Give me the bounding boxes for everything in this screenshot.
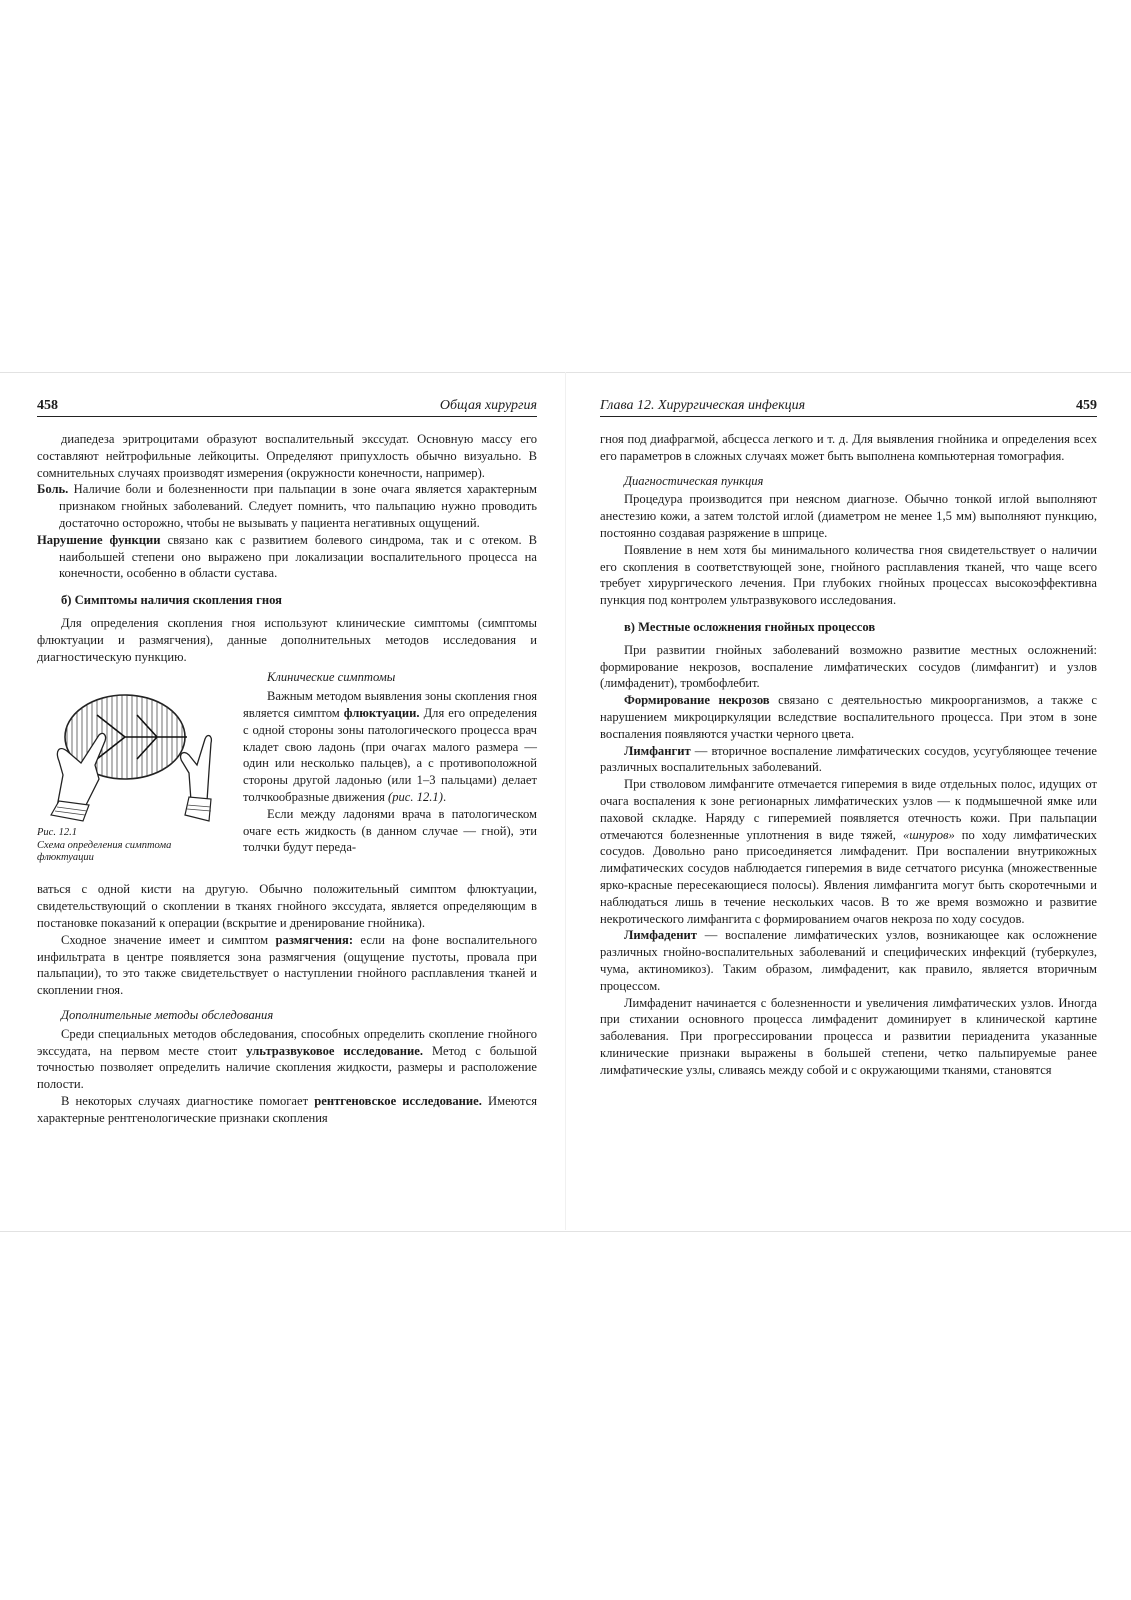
- paragraph-xray: В некоторых случаях диагностике помогает рентгеновское исследование. Имеются характерные рентгенологические признаки скопления: [37, 1093, 537, 1125]
- figure-side-text: [243, 669, 537, 856]
- right-page: [600, 373, 1097, 1231]
- section-heading: в) Местные осложнения гнойных процессов: [624, 619, 876, 634]
- section-heading: б) Симптомы наличия скопления гноя: [61, 593, 282, 608]
- paragraph-softening: Сходное значение имеет и симптом размягчения: если на фоне воспалительного инфильтрата в центре появляется зона размягчения (ощущение пустоты, провала при пальпации), то это также свидетельствует о наступлении гнойного расплавления тканей и скоплении гноя.: [37, 932, 537, 998]
- paragraph-necrosis: Формирование некрозов связано с деятельностью микроорганизмов, а также с нарушением микроциркуляции вследствие воспалительного процесса. При этом в зоне воспаления появляются участки черного цвета.: [600, 693, 1097, 741]
- paragraph-lymphangitis: Лимфангит — вторичное воспаление лимфатических сосудов, усугубляющее течение различных воспалительных заболеваний.: [600, 743, 1097, 775]
- paragraph-function: Нарушение функции связано как с развитием болевого синдрома, так и с отеком. В наибольшей степени оно выражено при локализации воспалительного процесса на конечности, особенно в области сустава.: [37, 532, 537, 581]
- subheading-clinical: Клинические симптомы: [267, 670, 396, 685]
- subheading-puncture: Диагностическая пункция: [624, 473, 764, 488]
- paragraph: Для определения скопления гноя используют клинические симптомы (симптомы флюктуации и размягчения), данные дополнительных методов исследования и диагностическую пункцию.: [37, 615, 537, 664]
- paragraph-pain: Боль. Наличие боли и болезненности при пальпации в зоне очага является характерным признаком гнойных заболеваний. Следует помнить, что пальпацию нужно проводить достаточно осторожно, чтобы не вызывать у пациента негативных ощущений.: [37, 482, 537, 530]
- right-page-body: [600, 431, 1097, 1078]
- running-title-left: Общая хирургия: [439, 398, 537, 413]
- paragraph-fluctuation-rest: ваться с одной кисти на другую. Обычно положительный симптом флюктуации, свидетельствующий о скоплении в тканях гнойного экссудата, является определяющим в постановке показаний к операции (вскрытие и дренирование гнойника).: [37, 882, 537, 930]
- paragraph: Появление в нем хотя бы минимального количества гноя свидетельствует о наличии его скопления в соответствующей зоне, гнойного расплавления тканей, что чаще всего требует хирургического лечения. При глубоких гнойных процессах высокоэффективна пункция под контролем ультразвукового исследования.: [600, 542, 1097, 608]
- paragraph: При развитии гнойных заболеваний возможно развитие местных осложнений: формирование некрозов, воспаление лимфатических сосудов (лимфангит) и узлов (лимфаденит), тромбофлебит.: [600, 642, 1097, 691]
- left-page-body: [37, 431, 537, 1127]
- paragraph-lymphadenitis: Лимфаденит — воспаление лимфатических узлов, возникающее как осложнение различных гнойно-воспалительных заболеваний и специфических инфекций (туберкулез, чума, актиномикоз). Таким образом, лимфаденит, как правило, является вторичным процессом.: [600, 928, 1097, 993]
- right-page-header: [600, 398, 1097, 417]
- figure-block: [37, 669, 537, 881]
- paragraph: гноя под диафрагмой, абсцесса легкого и т. д. Для выявления гнойника и определения всех его параметров в сложных случаях может быть выполнена компьютерная томография.: [600, 432, 1097, 463]
- left-page-header: [37, 398, 537, 417]
- page-number-left: 458: [37, 398, 58, 413]
- page-number-right: 459: [1076, 398, 1097, 413]
- subheading-additional: Дополнительные методы обследования: [61, 1007, 274, 1022]
- term-pain: Боль.: [37, 482, 69, 497]
- paragraph-ultrasound: Среди специальных методов обследования, способных определить скопление гнойного экссудата, на первом месте стоит ультразвуковое исследование. Метод с большой точностью позволяет определить наличие скопления жидкости, размеры и расположение полости.: [37, 1026, 537, 1092]
- paragraph: Процедура производится при неясном диагнозе. Обычно тонкой иглой выполняют анестезию кожи, а затем толстой иглой (диаметром не менее 1,5 мм) выполняют пункцию, постоянно создавая разряжение в шприце.: [600, 492, 1097, 540]
- running-title-right: Глава 12. Хирургическая инфекция: [600, 398, 806, 413]
- term-function: Нарушение функции: [37, 532, 161, 547]
- paragraph-clinical: Важным методом выявления зоны скопления гноя является симптом флюктуации. Для его определения с одной стороны зоны патологического процесса врач кладет свою ладонь (при очагах малого размера — один или несколько пальцев), а с противоположной стороны другой ладонью (или 1–3 пальцами) делает толчкообразные движения (рис. 12.1).: [243, 689, 537, 804]
- left-page: [37, 373, 537, 1231]
- fluctuation-figure: [37, 675, 215, 825]
- paragraph: Лимфаденит начинается с болезненности и увеличения лимфатических узлов. Иногда при стихании основного процесса лимфаденит доминирует в клинической картине заболевания. При прогрессировании процесса и развитии периаденита указанные клинические признаки выражены в большей степени, четко пальпируемые ранее лимфатические узлы, сливаясь между собой и с окружающими тканями, становятся: [600, 995, 1097, 1077]
- paragraph: диапедеза эритроцитами образуют воспалительный экссудат. Основную массу его составляют нейтрофильные лейкоциты. Определяют припухлость обычно визуально. В сомнительных случаях производят измерения (окружности конечности, например).: [37, 432, 537, 480]
- page-gutter: [565, 372, 566, 1230]
- figure-caption: Рис. 12.1 Схема определения симптома флюктуации: [37, 827, 172, 864]
- figure-reference: (рис. 12.1): [388, 789, 443, 804]
- paragraph-fluctuation-start: Если между ладонями врача в патологическом очаге есть жидкость (в данном случае — гной), эти толчки будут переда-: [243, 806, 537, 855]
- paragraph-trunk-lymphangitis: При стволовом лимфангите отмечается гиперемия в виде отдельных полос, идущих от очага воспаления к зоне регионарных лимфатических узлов — к подмышечной ямке или паховой складке. Наряду с гиперемией появляется отечность кожи. При пальпации отмечаются болезненные уплотнения в виде тяжей, «шнуров» по ходу лимфатических сосудов. Довольно рано присоединяется лимфаденит. При воспалении внутрикожных лимфатических сосудов наблюдается гиперемия в виде сетчатого рисунка (множественные ярко-красные пересекающиеся полосы). Явления лимфангита могут быть скоротечными и наблюдаться лишь в течение нескольких часов. В то же время возможно и развитие некротического лимфангита с формированием очагов некроза по ходу сосудов.: [600, 777, 1097, 926]
